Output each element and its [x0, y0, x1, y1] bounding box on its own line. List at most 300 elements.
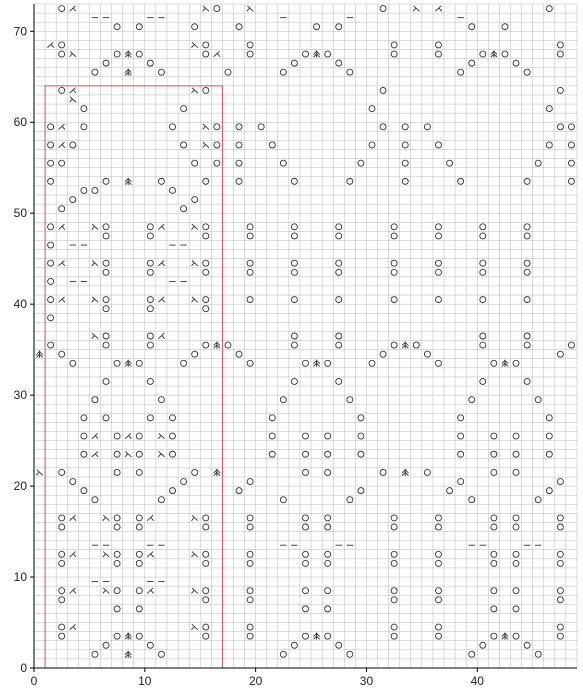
yarn-over-symbol — [325, 551, 331, 557]
yarn-over-symbol — [103, 415, 109, 421]
yarn-over-symbol — [302, 524, 308, 530]
yarn-over-symbol — [247, 42, 253, 48]
center-double-decrease-symbol — [502, 360, 508, 367]
yarn-over-symbol — [291, 233, 297, 239]
right-decrease-symbol — [70, 6, 76, 11]
yarn-over-symbol — [59, 624, 65, 630]
yarn-over-symbol — [147, 415, 153, 421]
yarn-over-symbol — [557, 351, 563, 357]
yarn-over-symbol — [491, 524, 497, 530]
yarn-over-symbol — [147, 378, 153, 384]
yarn-over-symbol — [535, 651, 541, 657]
yarn-over-symbol — [435, 588, 441, 594]
yarn-over-symbol — [380, 6, 386, 12]
yarn-over-symbol — [491, 560, 497, 566]
yarn-over-symbol — [391, 515, 397, 521]
yarn-over-symbol — [458, 69, 464, 75]
yarn-over-symbol — [203, 42, 209, 48]
yarn-over-symbol — [535, 397, 541, 403]
yarn-over-symbol — [480, 642, 486, 648]
yarn-over-symbol — [325, 606, 331, 612]
yarn-over-symbol — [513, 606, 519, 612]
yarn-over-symbol — [114, 360, 120, 366]
yarn-over-symbol — [469, 651, 475, 657]
yarn-over-symbol — [325, 633, 331, 639]
yarn-over-symbol — [302, 588, 308, 594]
yarn-over-symbol — [557, 633, 563, 639]
yarn-over-symbol — [391, 260, 397, 266]
right-decrease-symbol — [435, 6, 441, 11]
yarn-over-symbol — [314, 24, 320, 30]
yarn-over-symbol — [546, 433, 552, 439]
yarn-over-symbol — [435, 551, 441, 557]
left-decrease-symbol — [36, 470, 42, 475]
yarn-over-symbol — [192, 469, 198, 475]
yarn-over-symbol — [59, 42, 65, 48]
yarn-over-symbol — [524, 642, 530, 648]
left-decrease-symbol — [192, 297, 198, 302]
yarn-over-symbol — [435, 51, 441, 57]
yarn-over-symbol — [391, 524, 397, 530]
yarn-over-symbol — [513, 633, 519, 639]
yarn-over-symbol — [247, 551, 253, 557]
yarn-over-symbol — [458, 451, 464, 457]
yarn-over-symbol — [214, 6, 220, 12]
yarn-over-symbol — [59, 51, 65, 57]
y-tick-label: 50 — [13, 206, 27, 221]
chart-axes — [14, 4, 577, 688]
yarn-over-symbol — [136, 451, 142, 457]
yarn-over-symbol — [358, 451, 364, 457]
yarn-over-symbol — [170, 415, 176, 421]
yarn-over-symbol — [81, 433, 87, 439]
right-decrease-symbol — [59, 224, 65, 229]
yarn-over-symbol — [458, 433, 464, 439]
yarn-over-symbol — [247, 479, 253, 485]
yarn-over-symbol — [192, 160, 198, 166]
yarn-over-symbol — [103, 233, 109, 239]
yarn-over-symbol — [59, 160, 65, 166]
yarn-over-symbol — [358, 433, 364, 439]
yarn-over-symbol — [391, 42, 397, 48]
yarn-over-symbol — [391, 224, 397, 230]
yarn-over-symbol — [48, 124, 54, 130]
yarn-over-symbol — [480, 51, 486, 57]
yarn-over-symbol — [358, 415, 364, 421]
yarn-over-symbol — [302, 515, 308, 521]
yarn-over-symbol — [48, 224, 54, 230]
yarn-over-symbol — [147, 233, 153, 239]
x-tick-label: 40 — [470, 674, 484, 688]
center-double-decrease-symbol — [36, 351, 42, 358]
yarn-over-symbol — [458, 178, 464, 184]
yarn-over-symbol — [181, 360, 187, 366]
yarn-over-symbol — [513, 551, 519, 557]
yarn-over-symbol — [469, 24, 475, 30]
right-decrease-symbol — [147, 515, 153, 520]
yarn-over-symbol — [291, 642, 297, 648]
yarn-over-symbol — [557, 588, 563, 594]
center-double-decrease-symbol — [125, 178, 131, 185]
chart-grid — [34, 4, 577, 668]
yarn-over-symbol — [247, 269, 253, 275]
yarn-over-symbol — [325, 433, 331, 439]
yarn-over-symbol — [214, 124, 220, 130]
right-decrease-symbol — [70, 624, 76, 629]
left-decrease-symbol — [92, 333, 98, 338]
right-decrease-symbol — [158, 297, 164, 302]
yarn-over-symbol — [435, 560, 441, 566]
yarn-over-symbol — [170, 187, 176, 193]
yarn-over-symbol — [557, 515, 563, 521]
yarn-over-symbol — [214, 160, 220, 166]
right-decrease-symbol — [59, 261, 65, 266]
yarn-over-symbol — [369, 142, 375, 148]
yarn-over-symbol — [424, 351, 430, 357]
yarn-over-symbol — [557, 597, 563, 603]
center-double-decrease-symbol — [125, 651, 131, 658]
yarn-over-symbol — [48, 142, 54, 148]
yarn-over-symbol — [170, 488, 176, 494]
yarn-over-symbol — [48, 160, 54, 166]
right-decrease-symbol — [214, 51, 220, 56]
yarn-over-symbol — [291, 333, 297, 339]
yarn-over-symbol — [557, 524, 563, 530]
yarn-over-symbol — [203, 597, 209, 603]
yarn-over-symbol — [336, 260, 342, 266]
yarn-over-symbol — [103, 378, 109, 384]
yarn-over-symbol — [358, 488, 364, 494]
yarn-over-symbol — [181, 106, 187, 112]
yarn-over-symbol — [81, 488, 87, 494]
yarn-over-symbol — [291, 297, 297, 303]
left-decrease-symbol — [192, 88, 198, 93]
yarn-over-symbol — [170, 451, 176, 457]
yarn-over-symbol — [336, 224, 342, 230]
yarn-over-symbol — [347, 69, 353, 75]
yarn-over-symbol — [513, 588, 519, 594]
yarn-over-symbol — [48, 260, 54, 266]
yarn-over-symbol — [103, 342, 109, 348]
y-tick-label: 40 — [13, 297, 27, 312]
yarn-over-symbol — [502, 51, 508, 57]
yarn-over-symbol — [114, 433, 120, 439]
yarn-over-symbol — [557, 551, 563, 557]
yarn-over-symbol — [59, 6, 65, 12]
yarn-over-symbol — [513, 515, 519, 521]
yarn-over-symbol — [535, 160, 541, 166]
yarn-over-symbol — [147, 306, 153, 312]
left-decrease-symbol — [247, 6, 253, 11]
left-decrease-symbol — [92, 224, 98, 229]
yarn-over-symbol — [269, 142, 275, 148]
yarn-over-symbol — [391, 588, 397, 594]
yarn-over-symbol — [302, 433, 308, 439]
yarn-over-symbol — [480, 224, 486, 230]
yarn-over-symbol — [258, 124, 264, 130]
yarn-over-symbol — [81, 106, 87, 112]
yarn-over-symbol — [435, 624, 441, 630]
yarn-over-symbol — [491, 451, 497, 457]
yarn-over-symbol — [203, 515, 209, 521]
yarn-over-symbol — [192, 197, 198, 203]
left-decrease-symbol — [192, 552, 198, 557]
yarn-over-symbol — [114, 469, 120, 475]
yarn-over-symbol — [325, 560, 331, 566]
yarn-over-symbol — [325, 588, 331, 594]
yarn-over-symbol — [203, 524, 209, 530]
yarn-over-symbol — [203, 178, 209, 184]
yarn-over-symbol — [546, 415, 552, 421]
yarn-over-symbol — [291, 342, 297, 348]
yarn-over-symbol — [491, 606, 497, 612]
yarn-over-symbol — [524, 342, 530, 348]
yarn-over-symbol — [435, 297, 441, 303]
yarn-over-symbol — [302, 51, 308, 57]
yarn-over-symbol — [192, 24, 198, 30]
yarn-over-symbol — [92, 651, 98, 657]
yarn-over-symbol — [147, 342, 153, 348]
yarn-over-symbol — [247, 633, 253, 639]
yarn-over-symbol — [358, 160, 364, 166]
yarn-over-symbol — [59, 87, 65, 93]
yarn-over-symbol — [203, 87, 209, 93]
yarn-over-symbol — [302, 560, 308, 566]
yarn-over-symbol — [147, 260, 153, 266]
center-double-decrease-symbol — [125, 69, 131, 76]
left-decrease-symbol — [92, 261, 98, 266]
yarn-over-symbol — [391, 560, 397, 566]
yarn-over-symbol — [402, 142, 408, 148]
yarn-over-symbol — [48, 315, 54, 321]
yarn-over-symbol — [291, 260, 297, 266]
yarn-over-symbol — [203, 633, 209, 639]
yarn-over-symbol — [402, 178, 408, 184]
yarn-over-symbol — [247, 515, 253, 521]
left-decrease-symbol — [203, 124, 209, 129]
yarn-over-symbol — [103, 260, 109, 266]
center-double-decrease-symbol — [125, 360, 131, 367]
yarn-over-symbol — [291, 269, 297, 275]
yarn-over-symbol — [336, 378, 342, 384]
yarn-over-symbol — [435, 360, 441, 366]
yarn-over-symbol — [247, 224, 253, 230]
right-decrease-symbol — [70, 88, 76, 93]
yarn-over-symbol — [136, 433, 142, 439]
yarn-over-symbol — [48, 297, 54, 303]
yarn-over-symbol — [269, 451, 275, 457]
yarn-over-symbol — [413, 342, 419, 348]
center-double-decrease-symbol — [313, 360, 319, 367]
yarn-over-symbol — [469, 497, 475, 503]
yarn-over-symbol — [59, 206, 65, 212]
yarn-over-symbol — [325, 524, 331, 530]
yarn-over-symbol — [158, 69, 164, 75]
yarn-over-symbol — [136, 588, 142, 594]
center-double-decrease-symbol — [125, 633, 131, 640]
yarn-over-symbol — [435, 233, 441, 239]
yarn-over-symbol — [181, 206, 187, 212]
yarn-over-symbol — [458, 479, 464, 485]
yarn-over-symbol — [92, 69, 98, 75]
yarn-over-symbol — [92, 397, 98, 403]
yarn-over-symbol — [480, 342, 486, 348]
yarn-over-symbol — [480, 333, 486, 339]
yarn-over-symbol — [380, 124, 386, 130]
yarn-over-symbol — [59, 515, 65, 521]
y-tick-label: 30 — [13, 388, 27, 403]
yarn-over-symbol — [48, 342, 54, 348]
yarn-over-symbol — [81, 451, 87, 457]
yarn-over-symbol — [225, 69, 231, 75]
right-decrease-symbol — [70, 588, 76, 593]
right-decrease-symbol — [147, 588, 153, 593]
yarn-over-symbol — [136, 515, 142, 521]
left-decrease-symbol — [192, 261, 198, 266]
yarn-over-symbol — [325, 469, 331, 475]
yarn-over-symbol — [203, 224, 209, 230]
yarn-over-symbol — [336, 342, 342, 348]
yarn-over-symbol — [336, 60, 342, 66]
yarn-over-symbol — [280, 497, 286, 503]
right-decrease-symbol — [59, 124, 65, 129]
yarn-over-symbol — [247, 524, 253, 530]
left-decrease-symbol — [92, 297, 98, 302]
yarn-over-symbol — [369, 106, 375, 112]
center-double-decrease-symbol — [313, 50, 319, 57]
yarn-over-symbol — [280, 397, 286, 403]
yarn-over-symbol — [325, 51, 331, 57]
yarn-over-symbol — [280, 69, 286, 75]
yarn-over-symbol — [302, 606, 308, 612]
yarn-over-symbol — [380, 87, 386, 93]
left-decrease-symbol — [70, 51, 76, 56]
yarn-over-symbol — [225, 342, 231, 348]
yarn-over-symbol — [48, 242, 54, 248]
yarn-over-symbol — [247, 297, 253, 303]
yarn-over-symbol — [247, 560, 253, 566]
yarn-over-symbol — [203, 624, 209, 630]
left-decrease-symbol — [192, 624, 198, 629]
yarn-over-symbol — [114, 560, 120, 566]
yarn-over-symbol — [524, 269, 530, 275]
yarn-over-symbol — [136, 551, 142, 557]
yarn-over-symbol — [524, 69, 530, 75]
yarn-over-symbol — [391, 551, 397, 557]
left-decrease-symbol — [103, 552, 109, 557]
y-tick-label: 0 — [20, 661, 27, 675]
yarn-over-symbol — [524, 233, 530, 239]
yarn-over-symbol — [480, 233, 486, 239]
yarn-over-symbol — [391, 624, 397, 630]
yarn-over-symbol — [247, 588, 253, 594]
stitch-symbols — [36, 6, 574, 658]
yarn-over-symbol — [491, 433, 497, 439]
yarn-over-symbol — [491, 633, 497, 639]
center-double-decrease-symbol — [313, 633, 319, 640]
yarn-over-symbol — [513, 469, 519, 475]
left-decrease-symbol — [125, 452, 131, 457]
yarn-over-symbol — [336, 333, 342, 339]
yarn-over-symbol — [380, 351, 386, 357]
yarn-over-symbol — [158, 651, 164, 657]
yarn-over-symbol — [170, 124, 176, 130]
yarn-over-symbol — [147, 60, 153, 66]
yarn-over-symbol — [203, 51, 209, 57]
right-decrease-symbol — [70, 552, 76, 557]
yarn-over-symbol — [546, 106, 552, 112]
yarn-over-symbol — [280, 651, 286, 657]
yarn-over-symbol — [524, 297, 530, 303]
yarn-over-symbol — [236, 178, 242, 184]
right-decrease-symbol — [59, 142, 65, 147]
yarn-over-symbol — [513, 560, 519, 566]
yarn-over-symbol — [347, 651, 353, 657]
yarn-over-symbol — [48, 278, 54, 284]
yarn-over-symbol — [203, 560, 209, 566]
yarn-over-symbol — [147, 642, 153, 648]
yarn-over-symbol — [302, 451, 308, 457]
yarn-over-symbol — [347, 178, 353, 184]
left-decrease-symbol — [192, 42, 198, 47]
yarn-over-symbol — [59, 633, 65, 639]
x-tick-label: 0 — [30, 674, 38, 688]
yarn-over-symbol — [336, 24, 342, 30]
yarn-over-symbol — [247, 360, 253, 366]
yarn-over-symbol — [291, 224, 297, 230]
yarn-over-symbol — [103, 269, 109, 275]
yarn-over-symbol — [236, 351, 242, 357]
yarn-over-symbol — [435, 142, 441, 148]
yarn-over-symbol — [568, 124, 574, 130]
right-decrease-symbol — [147, 552, 153, 557]
yarn-over-symbol — [336, 297, 342, 303]
yarn-over-symbol — [136, 24, 142, 30]
x-tick-label: 30 — [359, 674, 374, 688]
yarn-over-symbol — [557, 87, 563, 93]
yarn-over-symbol — [103, 178, 109, 184]
yarn-over-symbol — [424, 469, 430, 475]
yarn-over-symbol — [435, 269, 441, 275]
center-double-decrease-symbol — [502, 633, 508, 640]
yarn-over-symbol — [114, 588, 120, 594]
yarn-over-symbol — [480, 297, 486, 303]
yarn-over-symbol — [103, 297, 109, 303]
yarn-over-symbol — [391, 269, 397, 275]
yarn-over-symbol — [147, 269, 153, 275]
yarn-over-symbol — [424, 124, 430, 130]
yarn-over-symbol — [114, 551, 120, 557]
yarn-over-symbol — [491, 551, 497, 557]
yarn-over-symbol — [147, 333, 153, 339]
yarn-over-symbol — [480, 269, 486, 275]
left-decrease-symbol — [192, 515, 198, 520]
yarn-over-symbol — [435, 42, 441, 48]
yarn-over-symbol — [447, 160, 453, 166]
yarn-over-symbol — [203, 233, 209, 239]
yarn-over-symbol — [70, 197, 76, 203]
yarn-over-symbol — [402, 160, 408, 166]
center-double-decrease-symbol — [214, 469, 220, 476]
yarn-over-symbol — [391, 233, 397, 239]
left-decrease-symbol — [103, 588, 109, 593]
yarn-over-symbol — [103, 224, 109, 230]
yarn-over-symbol — [513, 524, 519, 530]
yarn-over-symbol — [59, 597, 65, 603]
yarn-over-symbol — [513, 433, 519, 439]
yarn-over-symbol — [114, 606, 120, 612]
yarn-over-symbol — [59, 551, 65, 557]
